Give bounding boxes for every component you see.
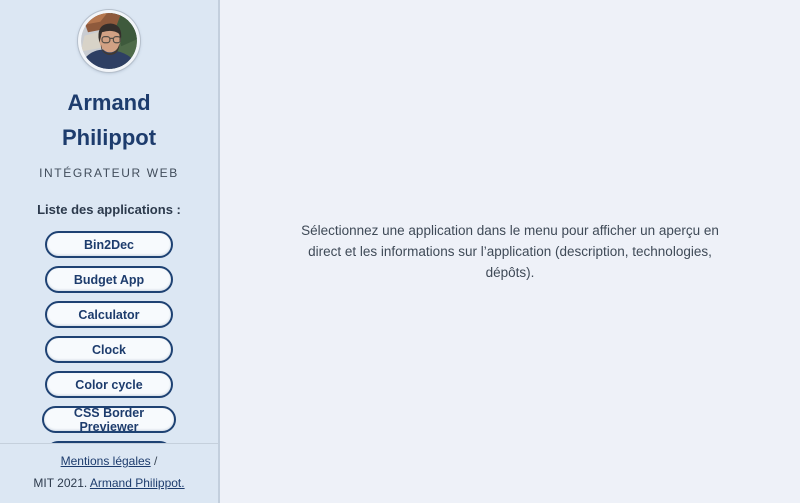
app-button-css-border-previewer[interactable]: CSS Border Previewer bbox=[42, 406, 176, 433]
site-title-line2: Philippot bbox=[61, 125, 157, 150]
app-button-color-cycle[interactable]: Color cycle bbox=[45, 371, 173, 398]
footer-legal-line bbox=[0, 450, 218, 472]
avatar-photo-icon bbox=[81, 13, 137, 69]
sidebar-footer bbox=[0, 443, 218, 503]
site-title bbox=[62, 85, 156, 155]
avatar bbox=[78, 10, 140, 72]
app-button-clock[interactable]: Clock bbox=[45, 336, 173, 363]
app-button-budget-app[interactable]: Budget App bbox=[45, 266, 173, 293]
app-button-bin2dec[interactable]: Bin2Dec bbox=[45, 231, 173, 258]
app-list bbox=[0, 231, 218, 443]
app-button-calculator[interactable]: Calculator bbox=[45, 301, 173, 328]
empty-state-message: Sélectionnez une application dans le menu pour afficher un aperçu en direct et les informations sur l’application (description, technologies, dépôts). bbox=[301, 223, 719, 280]
author-link[interactable]: Armand Philippot. bbox=[89, 476, 185, 490]
job-title: INTÉGRATEUR WEB bbox=[39, 166, 179, 180]
main-area bbox=[220, 0, 800, 503]
site-title-line1: Armand bbox=[67, 90, 151, 115]
app-list-label: Liste des applications : bbox=[37, 202, 181, 217]
footer-license-line bbox=[0, 472, 218, 494]
sidebar bbox=[0, 0, 220, 503]
footer-license: MIT 2021. bbox=[33, 476, 88, 490]
footer-separator: / bbox=[154, 454, 158, 468]
legal-notice-link[interactable]: Mentions légales bbox=[60, 454, 151, 468]
